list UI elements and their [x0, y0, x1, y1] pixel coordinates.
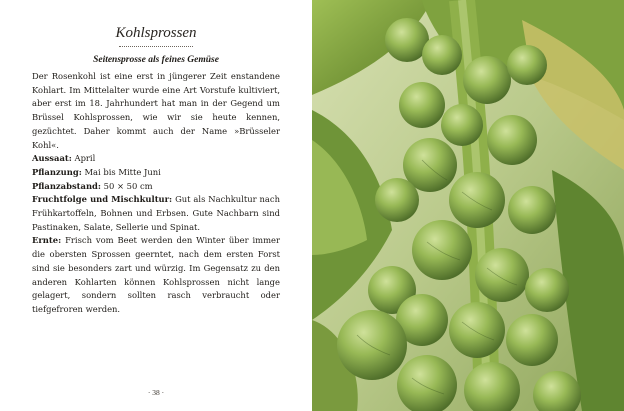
- harvest-value: Frisch vom Beet werden den Winter über immer die obersten Sprossen geerntet, nach dem ersten Forst sind sie besonders zart und würzig. Im Gegensatz zu den anderen Kohlarten können Kohlsprossen nicht lange gelagert, sondern sollten rasch verbraucht oder tiefgefroren werden.: [32, 235, 280, 314]
- sowing-paragraph: [32, 152, 280, 166]
- sprout-5: [399, 82, 445, 128]
- page-title: Kohlsprossen: [115, 25, 197, 41]
- spacing-paragraph: [32, 180, 280, 194]
- brussels-sprouts-photo: [312, 0, 624, 411]
- sprout-6: [441, 104, 483, 146]
- sprout-12: [412, 220, 472, 280]
- sprout-4: [507, 45, 547, 85]
- spacing-value: 50 × 50 cm: [103, 180, 153, 191]
- sprout-18: [337, 310, 407, 380]
- planting-label: Pflanzung:: [32, 166, 82, 177]
- title-underline: [119, 46, 193, 47]
- spacing-label: Pflanzabstand:: [32, 180, 101, 191]
- rotation-label: Fruchtfolge und Mischkultur:: [32, 194, 173, 205]
- brussels-sprouts-illustration: [312, 0, 624, 411]
- sprout-7: [487, 115, 537, 165]
- sowing-label: Aussaat:: [32, 153, 72, 164]
- sowing-value: April: [74, 153, 96, 164]
- harvest-paragraph: [32, 234, 280, 316]
- rotation-value: Gut als Nachkultur nach Frühkartoffeln, Bohnen und Erbsen. Gute Nachbarn sind Pastinaken, Salate, Sellerie und Spinat.: [32, 194, 280, 232]
- sprout-17: [449, 302, 505, 358]
- sprout-2: [422, 35, 462, 75]
- planting-value: Mai bis Mitte Juni: [84, 166, 161, 177]
- sprout-19: [506, 314, 558, 366]
- section-subtitle: Seitensprosse als feines Gemüse: [93, 55, 219, 65]
- sprout-3: [463, 56, 511, 104]
- sprout-10: [449, 172, 505, 228]
- sprout-9: [375, 178, 419, 222]
- rotation-paragraph: [32, 193, 280, 234]
- page-number: · 38 ·: [147, 388, 165, 397]
- intro-text: Der Rosenkohl ist eine erst in jüngerer Zeit enstandene Kohlart. Im Mittelalter wurde eine Art Vorstufe kultiviert, aber erst im 18. Jahrhundert hat man in der Gegend um Brüssel Kohlsprossen, wie wir sie heute kennen, gezüchtet. Daher kommt auch der Name »Brüsseler Kohl«.: [32, 71, 280, 150]
- body-text: [32, 70, 280, 317]
- sprout-13: [475, 248, 529, 302]
- planting-paragraph: [32, 166, 280, 180]
- harvest-label: Ernte:: [32, 235, 62, 246]
- sprout-11: [508, 186, 556, 234]
- sprout-15: [525, 268, 569, 312]
- intro-paragraph: [32, 70, 280, 152]
